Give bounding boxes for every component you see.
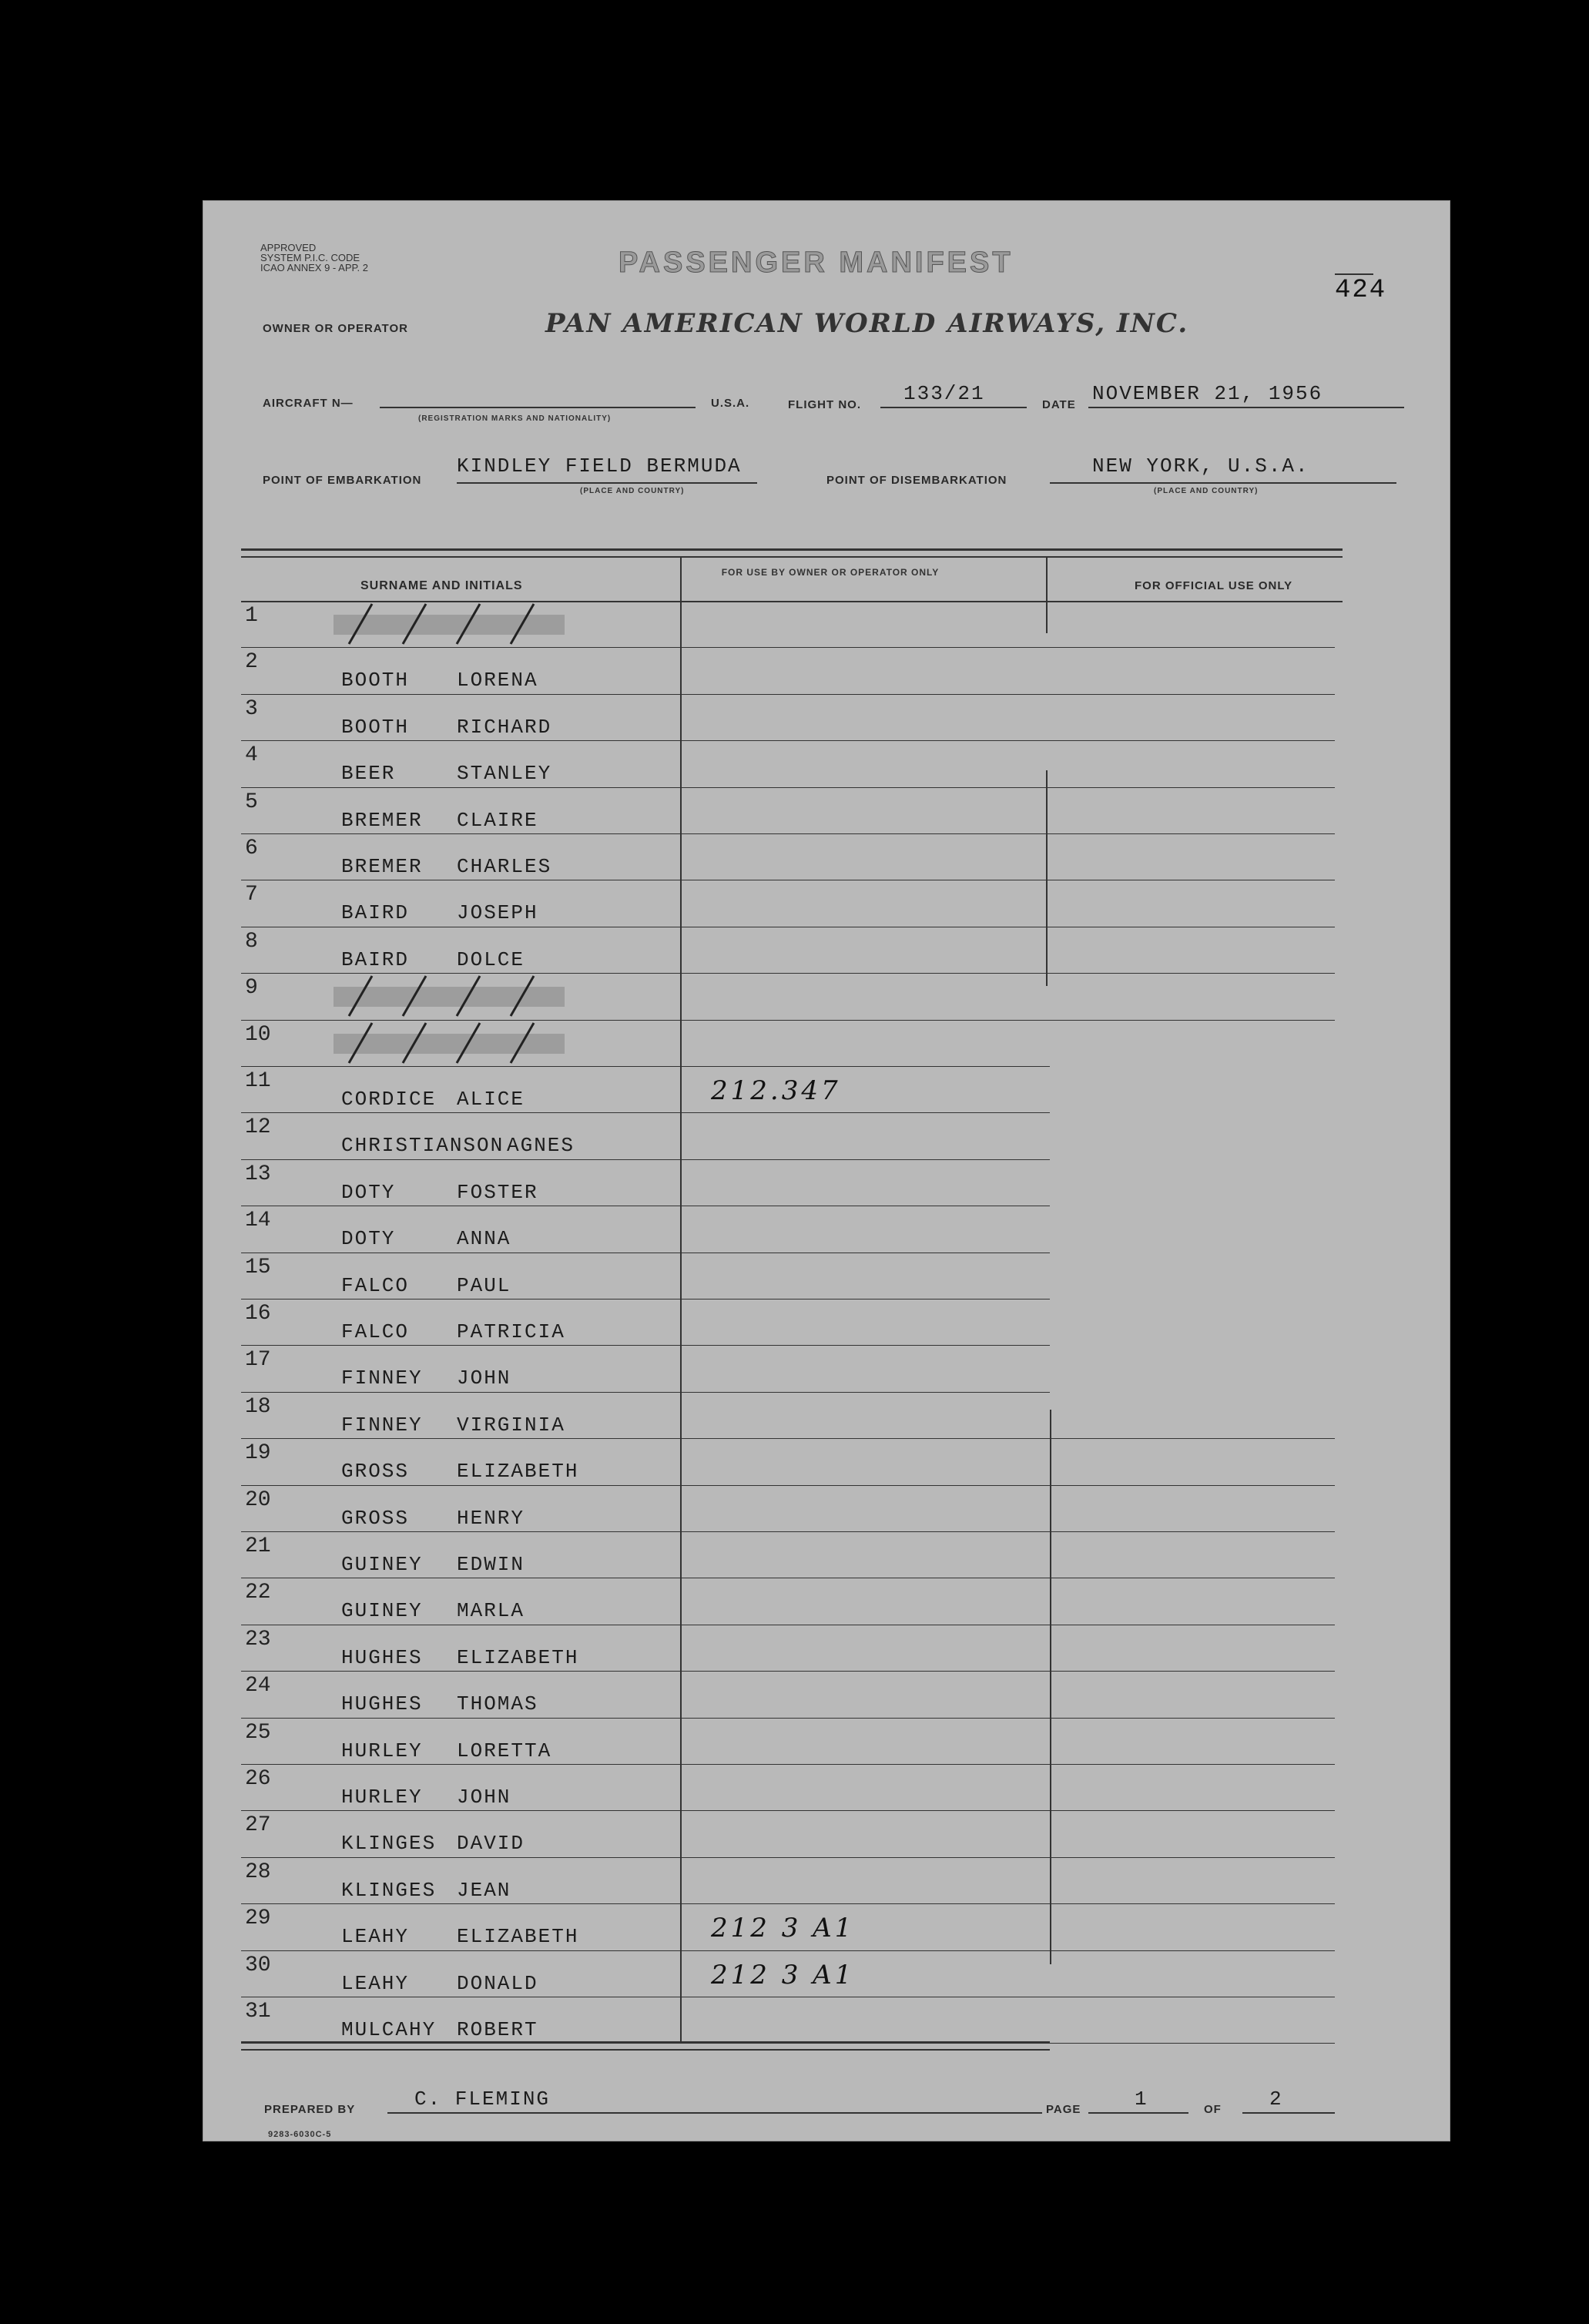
row-number: 23 [245,1627,271,1652]
passenger-surname: CHRISTIANSON [341,1134,505,1158]
passenger-given-name: LORENA [457,669,538,693]
page-line [1088,2112,1188,2114]
row-rule [241,1392,1050,1393]
col-divider-2-low [1050,1410,1051,1964]
row-rule [241,1764,1335,1765]
row-rule [241,740,1335,741]
page-value: 1 [1135,2088,1148,2111]
col-owner-header: FOR USE BY OWNER OR OPERATOR ONLY [721,567,940,578]
embarkation-value: KINDLEY FIELD BERMUDA [457,454,742,478]
passenger-surname: LEAHY [341,1971,410,1995]
row-number: 19 [245,1441,271,1466]
col-official-header: FOR OFFICIAL USE ONLY [1135,579,1293,592]
passenger-surname: LEAHY [341,1925,410,1949]
embarkation-label: POINT OF EMBARKATION [263,474,422,487]
passenger-given-name: JEAN [457,1878,511,1902]
row-number: 14 [245,1209,271,1233]
row-rule [241,1345,1050,1346]
crossed-out-entry [318,1020,665,1066]
disembarkation-value: NEW YORK, U.S.A. [1092,454,1309,478]
passenger-given-name: JOSEPH [457,901,538,925]
row-rule [241,1718,1335,1719]
passenger-surname: HUGHES [341,1645,423,1669]
row-number: 30 [245,1953,271,1977]
row-rule [241,1066,1050,1067]
row-rule [241,1810,1335,1811]
row-number: 10 [245,1022,271,1047]
row-number: 13 [245,1162,271,1186]
passenger-given-name: HENRY [457,1506,525,1530]
operator-note: 212.347 [711,1075,841,1106]
row-rule [241,787,1335,788]
passenger-surname: BOOTH [341,715,410,739]
passenger-surname: BREMER [341,855,423,878]
row-number: 17 [245,1348,271,1373]
passenger-surname: GUINEY [341,1599,423,1623]
flight-number: 133/21 [903,382,985,405]
form-title: PASSENGER MANIFEST [619,246,1014,279]
passenger-surname: GROSS [341,1506,410,1530]
row-rule [241,1857,1335,1858]
passenger-given-name: ELIZABETH [457,1460,579,1484]
disembarkation-line [1050,482,1396,484]
row-number: 1 [245,604,258,628]
table-bottom-rule-2 [241,2049,1050,2051]
row-number: 15 [245,1255,271,1279]
passenger-given-name: VIRGINIA [457,1413,565,1437]
passenger-surname: GUINEY [341,1553,423,1576]
passenger-given-name: ALICE [457,1088,525,1111]
prepared-by: C. FLEMING [414,2088,551,2111]
operator-name: PAN AMERICAN WORLD AIRWAYS, INC. [545,308,1189,339]
row-number: 21 [245,1534,271,1558]
aircraft-label: AIRCRAFT N— [263,397,354,410]
flight-label: FLIGHT NO. [788,398,861,411]
registration-caption: (REGISTRATION MARKS AND NATIONALITY) [418,414,612,423]
passenger-surname: KLINGES [341,1878,437,1902]
passenger-given-name: LORETTA [457,1739,552,1762]
aircraft-line [380,407,696,408]
passenger-given-name: MARLA [457,1599,525,1623]
row-rule [241,1903,1335,1904]
passenger-given-name: FOSTER [457,1180,538,1204]
col-divider-2-top [1046,556,1048,633]
passenger-surname: CORDICE [341,1088,437,1111]
passenger-given-name: DAVID [457,1832,525,1856]
row-number: 12 [245,1115,271,1140]
row-rule [241,647,1335,648]
row-number: 25 [245,1720,271,1745]
row-number: 8 [245,929,258,954]
passenger-surname: HURLEY [341,1739,423,1762]
row-number: 4 [245,743,258,768]
table-top-rule-2 [241,556,1343,558]
row-number: 26 [245,1767,271,1791]
col-divider-2-mid [1046,770,1048,986]
passenger-surname: FINNEY [341,1367,423,1390]
passenger-given-name: EDWIN [457,1553,525,1576]
row-rule [241,1485,1335,1486]
form-code: 9283-6030C-5 [268,2130,332,2139]
page-number-stamp: 424 [1335,276,1387,305]
passenger-surname: BOOTH [341,669,410,693]
of-line [1242,2112,1335,2114]
row-rule [241,1159,1050,1160]
passenger-given-name: CHARLES [457,855,552,878]
passenger-surname: FALCO [341,1320,410,1343]
row-number: 24 [245,1674,271,1699]
passenger-given-name: DOLCE [457,947,525,971]
row-number: 22 [245,1581,271,1605]
prepared-label: PREPARED BY [264,2103,356,2116]
date-line [1088,407,1404,408]
of-value: 2 [1269,2088,1283,2111]
prepared-line [387,2112,1042,2114]
owner-label: OWNER OR OPERATOR [263,322,408,335]
passenger-given-name: RICHARD [457,715,552,739]
date-label: DATE [1042,398,1076,411]
flight-date: NOVEMBER 21, 1956 [1092,382,1323,405]
row-rule [241,1531,1335,1532]
passenger-surname: DOTY [341,1180,396,1204]
row-number: 16 [245,1302,271,1326]
embarkation-line [457,482,757,484]
operator-note: 212 3 A1 [711,1959,855,1990]
row-number: 11 [245,1069,271,1093]
row-rule [241,694,1335,695]
passenger-given-name: JOHN [457,1786,511,1809]
passenger-surname: GROSS [341,1460,410,1484]
row-number: 28 [245,1860,271,1884]
table-top-rule [241,548,1343,551]
of-label: OF [1204,2103,1222,2116]
disembarkation-caption: (PLACE AND COUNTRY) [1154,487,1259,495]
passenger-surname: BREMER [341,808,423,832]
top-dash [1335,273,1373,275]
approval-block [260,243,368,273]
disembarkation-label: POINT OF DISEMBARKATION [826,474,1007,487]
passenger-given-name: ANNA [457,1227,511,1251]
table-bottom-rule [241,2041,1050,2044]
row-number: 9 [245,976,258,1001]
passenger-given-name: THOMAS [457,1692,538,1716]
passenger-surname: HURLEY [341,1786,423,1809]
passenger-given-name: JOHN [457,1367,511,1390]
row-number: 3 [245,696,258,721]
passenger-surname: FALCO [341,1273,410,1297]
passenger-given-name: ELIZABETH [457,1925,579,1949]
approval-line-2: SYSTEM P.I.C. CODE [260,252,360,263]
row-number: 18 [245,1394,271,1419]
crossed-out-entry [318,973,665,1019]
passenger-surname: BAIRD [341,947,410,971]
embarkation-caption: (PLACE AND COUNTRY) [580,487,685,495]
row-number: 31 [245,2000,271,2024]
row-number: 27 [245,1813,271,1838]
passenger-given-name: CLAIRE [457,808,538,832]
approval-line-3: ICAO ANNEX 9 - APP. 2 [260,262,368,273]
passenger-given-name: STANLEY [457,762,552,786]
passenger-given-name: AGNES [507,1134,575,1158]
passenger-surname: DOTY [341,1227,396,1251]
passenger-surname: BEER [341,762,396,786]
row-number: 20 [245,1487,271,1512]
passenger-given-name: PATRICIA [457,1320,565,1343]
passenger-surname: BAIRD [341,901,410,925]
passenger-given-name: PAUL [457,1273,511,1297]
passenger-surname: HUGHES [341,1692,423,1716]
passenger-given-name: DONALD [457,1971,538,1995]
row-number: 29 [245,1906,271,1931]
flight-line [880,407,1027,408]
row-rule [241,1671,1335,1672]
manifest-sheet [203,200,1450,2141]
row-number: 5 [245,790,258,814]
row-rule [241,1438,1335,1439]
row-rule [241,1950,1335,1951]
col-surname-header: SURNAME AND INITIALS [360,579,523,592]
operator-note: 212 3 A1 [711,1913,855,1944]
passenger-surname: FINNEY [341,1413,423,1437]
row-rule [241,833,1335,834]
col-divider-1 [680,556,682,2043]
page-label: PAGE [1046,2103,1081,2116]
row-number: 2 [245,650,258,675]
passenger-given-name: ROBERT [457,2018,538,2041]
row-number: 6 [245,837,258,860]
crossed-out-entry [318,601,665,647]
passenger-surname: MULCAHY [341,2018,437,2041]
country-code: U.S.A. [711,397,750,410]
passenger-surname: KLINGES [341,1832,437,1856]
passenger-given-name: ELIZABETH [457,1645,579,1669]
row-rule [241,1112,1050,1113]
row-number: 7 [245,883,258,907]
approval-line-1: APPROVED [260,242,317,253]
